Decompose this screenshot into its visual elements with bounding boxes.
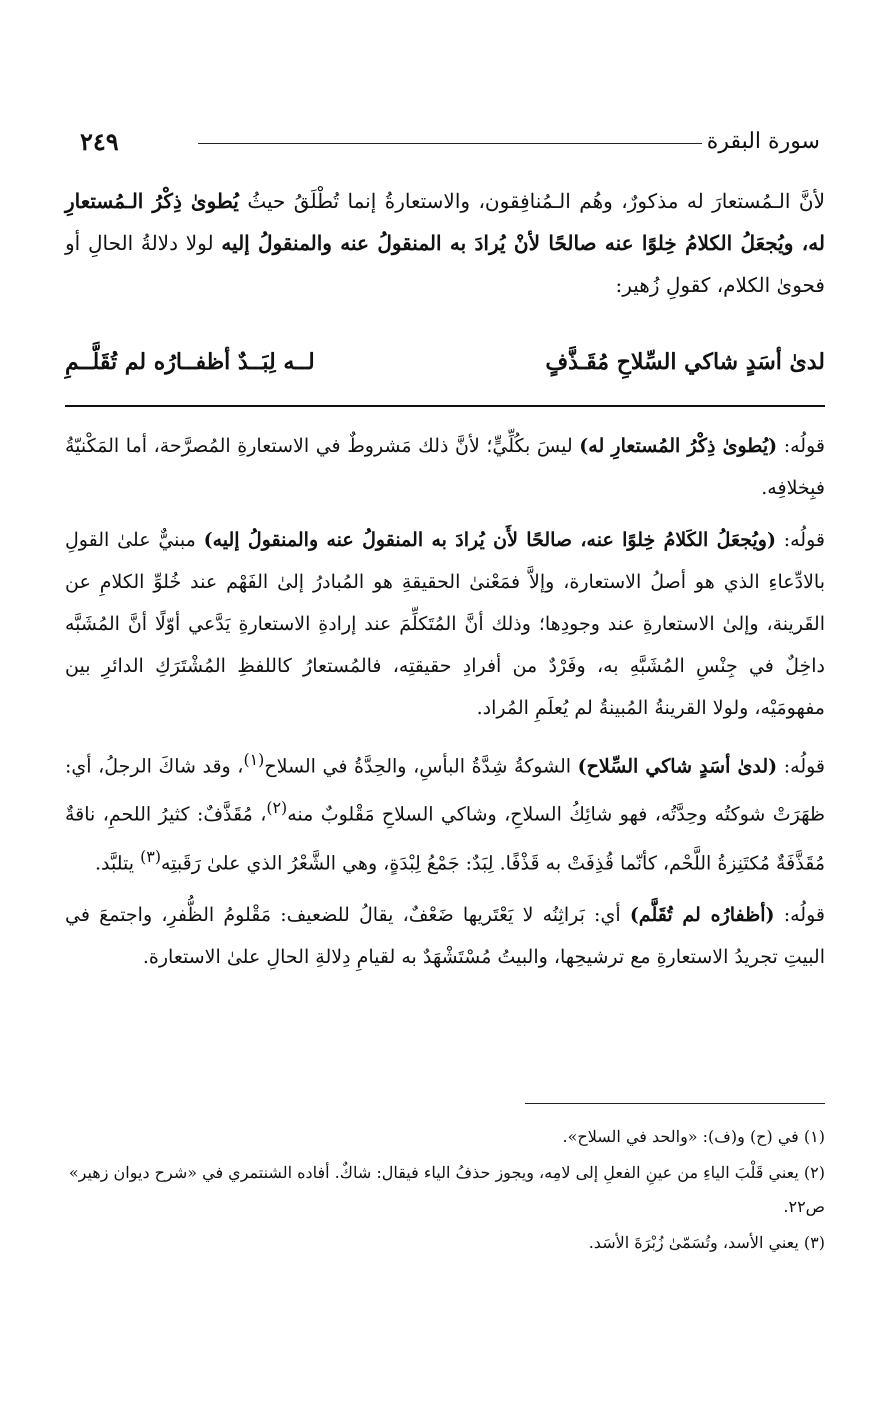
commentary-text: مبنيٌّ علىٰ القولِ بالادِّعاءِ الذي هو أصلُ الاستعارة، وإلاَّ فمَعْنىٰ الحقيقةِ هو المُبادرُ إلىٰ الفَهْم عند خُلوِّ الكلامِ عن القَرينة، وإلىٰ الاستعارةِ عند وجودِها؛ وذلك أنَّ المُتَكلِّمَ عند إرادةِ الاستعارةِ يَدَّعي أوّلًا أنَّ المُشَبَّه داخِلٌ في جِنْسِ المُشَبَّهِ به، وفَرْدٌ من أفرادِ حقيقتِه، فالمُستعارُ كاللفظِ المُشْتَرَكِ الدائرِ بين مفهومَيْه، ولولا القرينةُ المُبينةُ لم يُعلَمِ المُراد.	[65, 529, 825, 719]
verse-first-hemistich: لدىٰ أسَدٍ شاكي السِّلاحِ مُقَـذَّفٍ	[545, 349, 825, 375]
main-paragraph	[65, 180, 825, 306]
footnotes-section	[65, 1120, 825, 1262]
header-rule	[198, 143, 702, 144]
commentary-paragraph	[65, 739, 825, 884]
commentary-text: ، مُقَذَّفٌ: كثيرُ اللحمِ، ناقةٌ مُقَذَّفَةٌ مُكتَنِزةُ اللَّحْم، كأنّما قُذِفَتْ به قَذْفًا. لِبَدٌ: جَمْعُ لِبْدَةٍ، وهي الشَّعْرُ الذي علىٰ رَقَبتِه	[65, 803, 825, 874]
quoted-phrase: (ويُجعَلُ الكَلامُ خِلوًا عنه، صالحًا لأَن يُرادَ به المنقولُ عنه والمنقولُ إليه)	[203, 529, 776, 551]
footnote-marker[interactable]: (١)	[243, 750, 265, 769]
footnote-2: (٢) يعني قَلْبَ الياءِ من عينِ الفعلِ إلى لامِه، ويجوز حذفُ الياء فيقال: شاكٌ. أفاده الشنتمري في «شرح ديوان زهير» ص٢٢.	[68, 1163, 825, 1216]
commentary-label: قولُه:	[775, 529, 825, 551]
quoted-phrase: (يُطوىٰ ذِكْرُ المُستعارِ له)	[579, 435, 778, 457]
main-text-bold-run: يُطوىٰ ذِكْرُ الـمُستعارِ له، ويُجعَلُ الكلامُ خِلوًا عنه صالحًا لأنْ يُرادَ به المنقولُ عنه والمنقولُ إليه	[65, 189, 826, 255]
main-text-run: لولا دلالةُ الحالِ أو فحوىٰ الكلام، كقولِ زُهير:	[65, 231, 825, 297]
quoted-phrase: (أظفارُه لم تُقَلَّم)	[629, 903, 775, 926]
footnote-rule	[525, 1103, 825, 1104]
quoted-phrase: (لدىٰ أسَدٍ شاكي السِّلاح)	[577, 755, 778, 778]
commentary-text: ، وقد شاكَ الرجلُ، أي: ظهَرَتْ شوكتُه وحِدَّتُه، فهو شائِكُ السلاحِ، وشاكي السلاحِ مَقْلوبٌ منه	[65, 755, 825, 826]
commentary-section	[65, 425, 825, 988]
commentary-divider	[65, 405, 825, 407]
commentary-label: قولُه:	[777, 755, 825, 778]
main-text-run: لأنَّ الـمُستعارَ له مذكورٌ، وهُم الـمُنافِقون، والاستعارةُ إنما تُطْلَقُ حيثُ	[238, 189, 825, 213]
main-text	[65, 180, 825, 306]
footnote-1: (١) في (ح) و(ف): «والحد في السلاح».	[562, 1127, 825, 1146]
commentary-text: الشوكةُ شِدَّةُ البأسِ، والحِدَّةُ في السلاح	[264, 755, 578, 778]
verse-second-hemistich: لــه لِبَــدٌ أظفــارُه لم تُقَلَّــمِ	[65, 349, 315, 375]
commentary-text: أي: بَراثِنُه لا يَعْتَريها ضَعْفٌ، يقالُ للضعيف: مَقْلومُ الظُّفرِ، واجتمعَ في البيتِ تجريدُ الاستعارةِ مع ترشيحِها، والبيتُ مُسْتَشْهَدٌ به لقيامِ دِلالةِ الحالِ علىٰ الاستعارة.	[65, 903, 825, 968]
page-number: ٢٤٩	[80, 127, 119, 156]
footnote-marker[interactable]: (٣)	[140, 846, 161, 866]
poetry-verse	[65, 336, 825, 388]
commentary-label: قولُه:	[777, 435, 825, 457]
commentary-paragraph	[65, 425, 825, 509]
running-header-title: سورة البقرة	[706, 129, 820, 154]
page-header	[80, 122, 820, 162]
commentary-text: ليسَ بكُلِّيٍّ؛ لأنَّ ذلك مَشروطٌ في الاستعارةِ المُصرَّحة، أما المَكْنيّةُ فبِخلافِه.	[65, 435, 825, 499]
commentary-paragraph	[65, 519, 825, 729]
footnote-marker[interactable]: (٢)	[266, 798, 288, 818]
commentary-text: يتلبَّد.	[95, 851, 141, 874]
commentary-label: قولُه:	[774, 903, 825, 926]
commentary-paragraph	[65, 894, 825, 978]
footnote-3: (٣) يعني الأسد، وتُسَمّىٰ زُبْرَةَ الأسَد.	[588, 1233, 825, 1252]
